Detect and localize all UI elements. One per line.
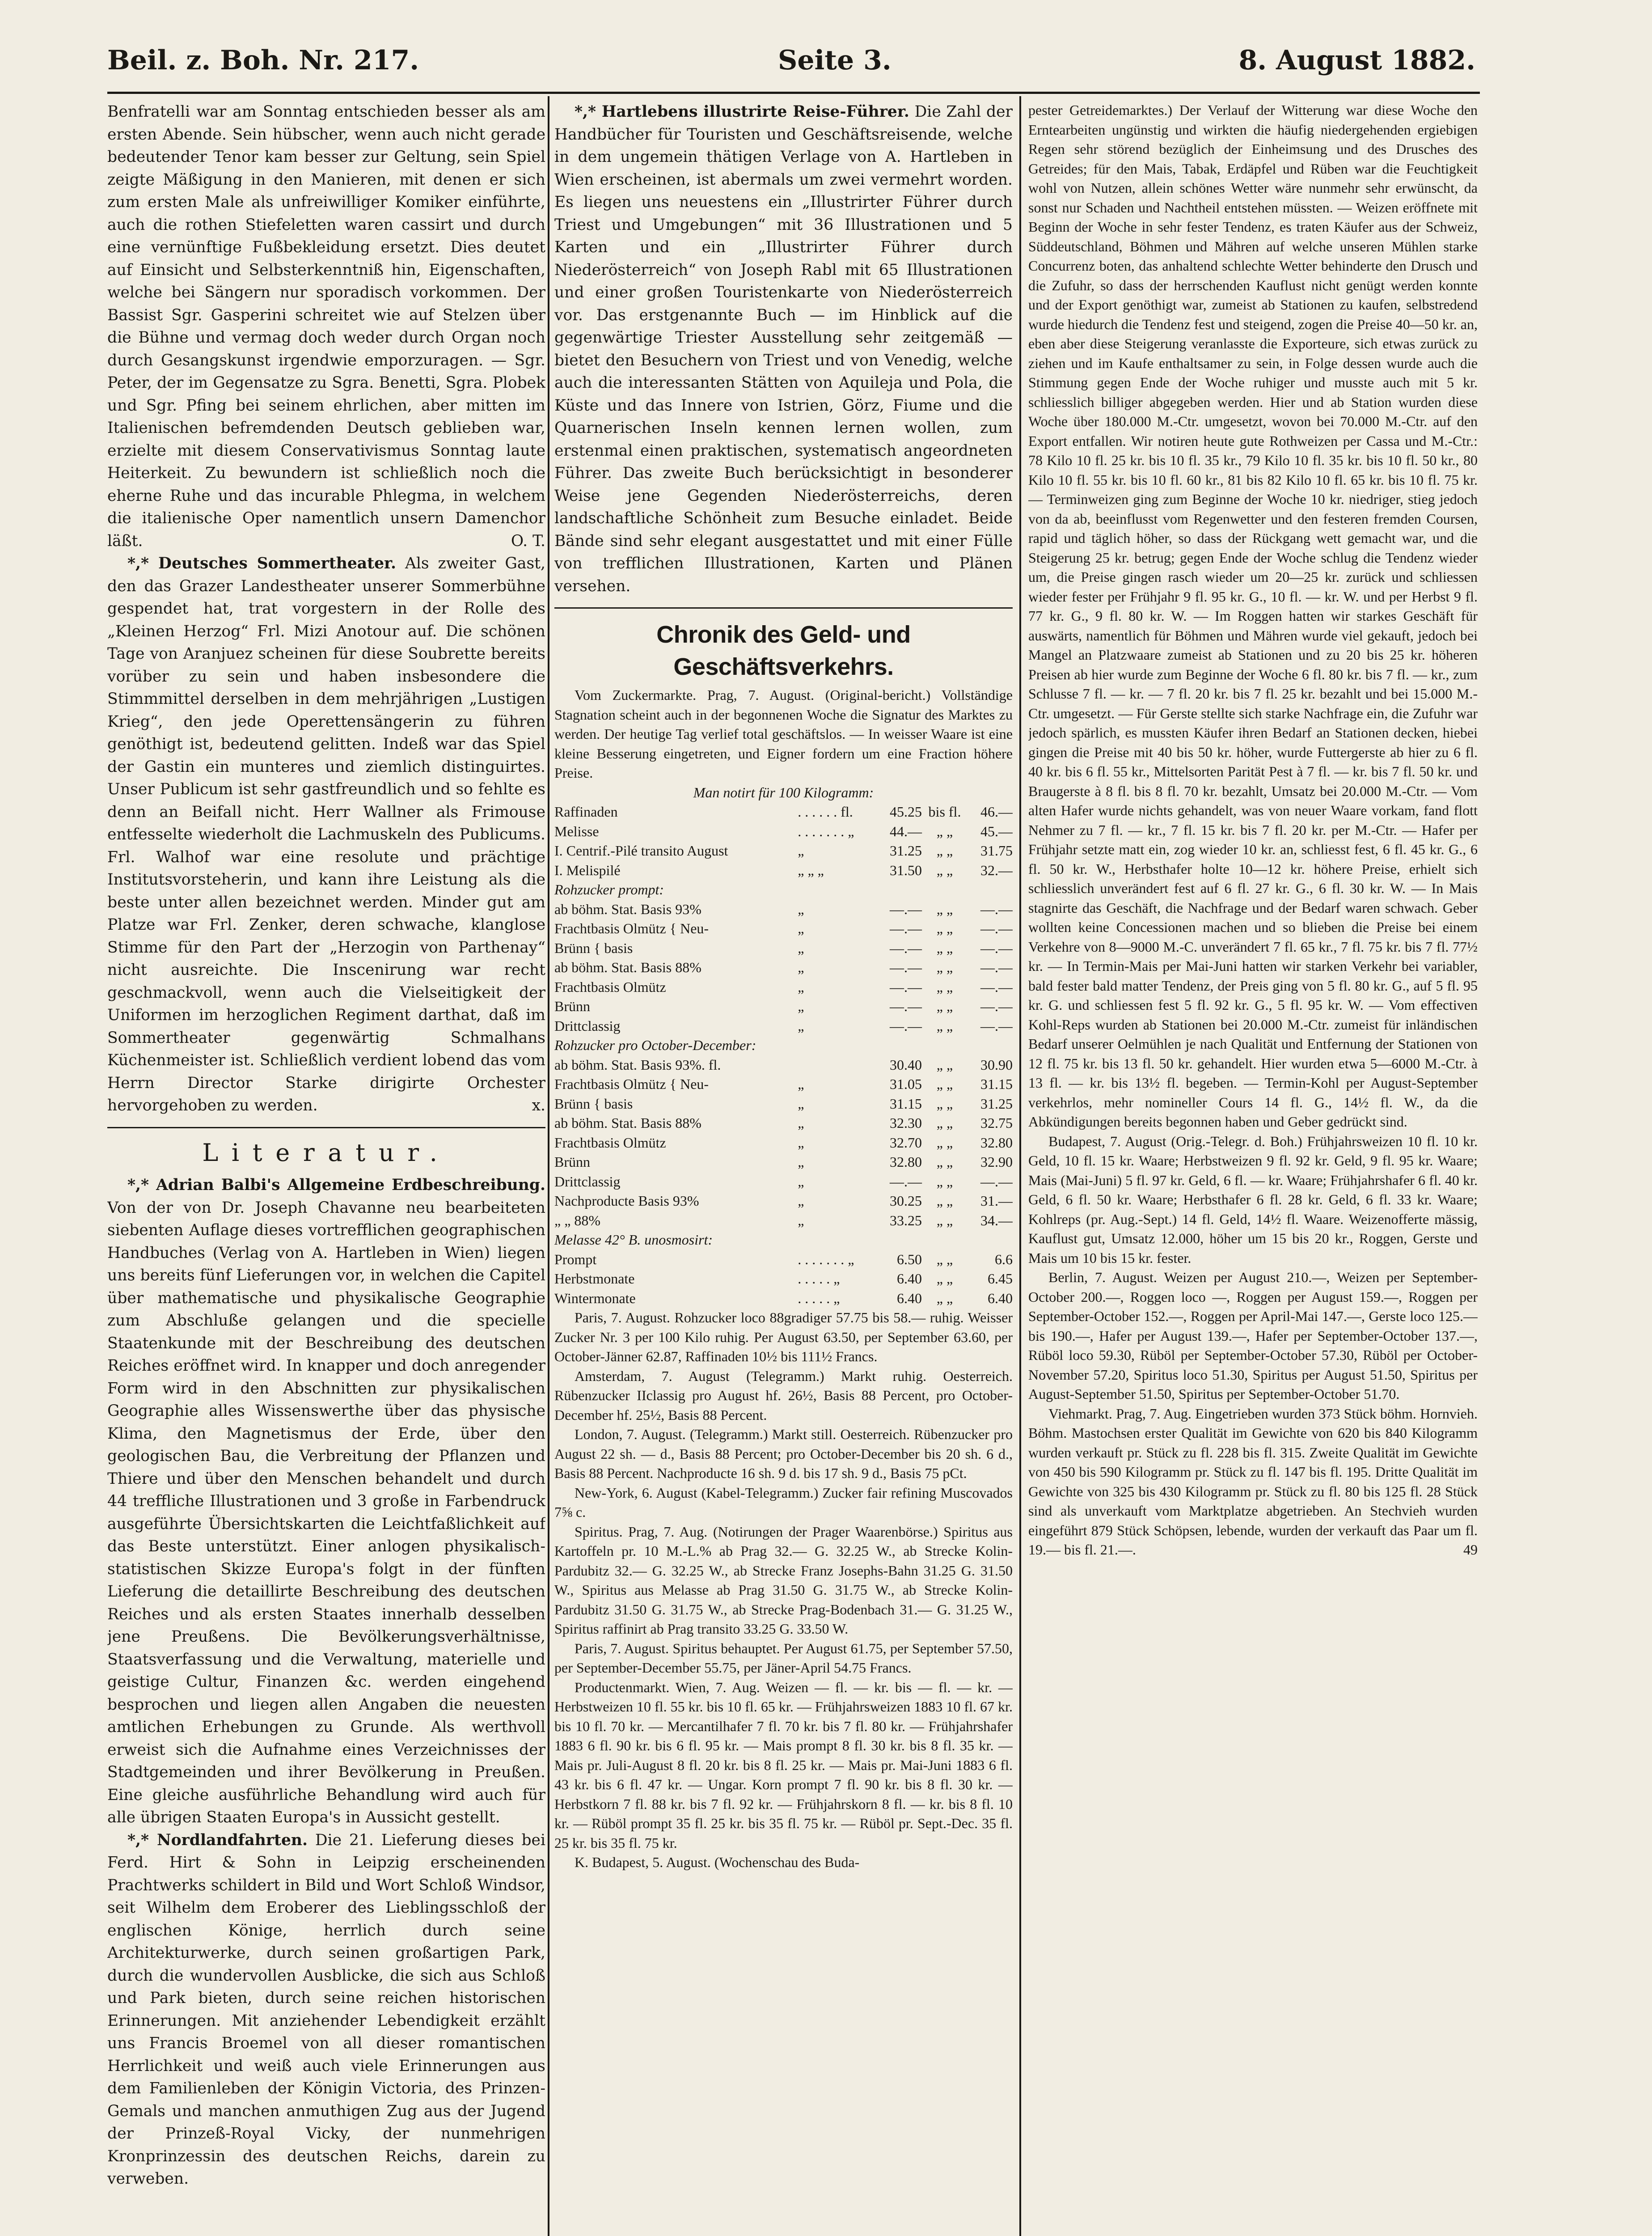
price-sep: „ „ <box>936 1193 953 1209</box>
price-name: Frachtbasis Olmütz <box>554 978 666 995</box>
header-page-number: Seite 3. <box>778 45 891 76</box>
price-from: 33.25 <box>889 1212 922 1228</box>
price-name: I. Melispilé <box>554 862 621 878</box>
price-to: 32.— <box>980 862 1013 878</box>
price-sep: „ „ <box>936 920 953 936</box>
price-from: 31.50 <box>889 862 922 878</box>
price-subheading: Rohzucker pro October-December: <box>554 1037 756 1053</box>
price-to: 31.— <box>980 1193 1013 1209</box>
price-name: I. Centrif.-Pilé transito August <box>554 843 728 859</box>
price-unit: „ <box>798 1134 804 1151</box>
price-name: Prompt <box>554 1251 597 1267</box>
price-sep: „ „ <box>936 862 953 878</box>
price-unit: „ <box>798 998 804 1014</box>
price-row <box>554 880 1013 900</box>
price-name: Brünn <box>554 998 590 1014</box>
price-to: 32.90 <box>980 1154 1013 1170</box>
price-from: —.— <box>889 1173 922 1190</box>
price-unit: . . . . . . fl. <box>798 804 853 820</box>
divider <box>554 607 1013 609</box>
price-unit: „ <box>798 978 804 995</box>
price-name: ab böhm. Stat. Basis 93%. fl. <box>554 1056 721 1073</box>
price-row <box>554 1250 1013 1270</box>
price-row <box>554 1269 1013 1289</box>
price-name: Frachtbasis Olmütz { Neu- <box>554 1076 709 1092</box>
price-name: Herbstmonate <box>554 1270 635 1287</box>
price-sep: „ „ <box>936 978 953 995</box>
price-row <box>554 861 1013 881</box>
price-sep: „ „ <box>936 940 953 956</box>
price-sep: „ „ <box>936 1290 953 1306</box>
header-issue: Beil. z. Boh. Nr. 217. <box>107 45 419 76</box>
price-row <box>554 1211 1013 1231</box>
signature: O. T. <box>511 532 545 550</box>
report-viehmarkt: Viehmarkt. Prag, 7. Aug. Eingetrieben wurden 373 Stück böhm. Hornvieh. Böhm. Mastochsen erster Qualität im Gewichte von 620 bis 840 Kilogramm wurden verkauft pr. Stück zu fl. 228 bis fl. 315. Zweite Qualität im Gewichte von 450 bis 590 Kilogramm pr. Stück zu fl. 147 bis fl. 195. Dritte Qualität im Gewichte von 325 bis 430 Kilogramm pr. Stück zu fl. 80 bis 125 fl. 28 Stück sind als unverkauft vom Marktplatze abgetrieben. An Stechvieh wurden eingeführt 879 Stück Schöpsen, lebende, wurden der verkauft das Paar um fl. 19.— bis fl. 21.—. 49 <box>1028 1404 1478 1560</box>
price-to: 32.75 <box>980 1115 1013 1131</box>
price-sep: „ „ <box>936 1212 953 1228</box>
price-from: 32.70 <box>889 1134 922 1151</box>
price-from: —.— <box>889 901 922 917</box>
price-name: Frachtbasis Olmütz { Neu- <box>554 920 709 936</box>
price-name: Raffinaden <box>554 804 618 820</box>
price-from: —.— <box>889 940 922 956</box>
price-sep: „ „ <box>936 1056 953 1073</box>
price-unit: „ <box>798 959 804 975</box>
article-title: *,* Deutsches Sommertheater. <box>127 555 397 572</box>
price-row <box>554 919 1013 939</box>
price-sep: „ „ <box>936 1173 953 1190</box>
price-name: Brünn <box>554 1154 590 1170</box>
price-row <box>554 802 1013 822</box>
price-row <box>554 1172 1013 1192</box>
price-name: ab böhm. Stat. Basis 93% <box>554 901 701 917</box>
price-sep: „ „ <box>936 959 953 975</box>
price-unit: „ <box>798 901 804 917</box>
price-to: 31.15 <box>980 1076 1013 1092</box>
column-2 <box>554 101 1013 1872</box>
price-name: ab böhm. Stat. Basis 88% <box>554 1115 701 1131</box>
price-unit: . . . . . . . „ <box>798 1251 854 1267</box>
price-row <box>554 900 1013 919</box>
price-from: —.— <box>889 998 922 1014</box>
price-row <box>554 1133 1013 1153</box>
price-name: Drittclassig <box>554 1173 621 1190</box>
price-unit: „ <box>798 1076 804 1092</box>
price-row <box>554 978 1013 997</box>
price-row <box>554 1152 1013 1172</box>
price-from: 31.15 <box>889 1095 922 1112</box>
price-sep: „ „ <box>936 1154 953 1170</box>
price-to: —.— <box>980 959 1013 975</box>
price-row <box>554 841 1013 861</box>
article-title: *,* Hartlebens illustrirte Reise-Führer. <box>575 103 909 121</box>
price-name: ab böhm. Stat. Basis 88% <box>554 959 701 975</box>
price-sep: „ „ <box>936 1134 953 1151</box>
price-row <box>554 1016 1013 1036</box>
price-to: 6.45 <box>988 1270 1013 1287</box>
price-from: 6.50 <box>896 1251 922 1267</box>
section-heading-literatur: Literatur. <box>202 1138 451 1167</box>
price-to: 45.— <box>980 823 1013 839</box>
price-to: 30.90 <box>980 1056 1013 1073</box>
price-from: —.— <box>889 1017 922 1034</box>
price-from: 30.25 <box>889 1193 922 1209</box>
article-reisefuehrer: *,* Hartlebens illustrirte Reise-Führer. Die Zahl der Handbücher für Touristen und Geschäftsreisende, welche in dem ungemein thätigen Verlage von A. Hartleben in Wien erscheinen, ist abermals um zwei vermehrt worden. Es liegen uns neuestens ein „Illustrirter Führer durch Triest und Umgebungen“ mit 36 Illustrationen und 5 Karten und ein „Illustrirter Führer durch Niederösterreich“ von Joseph Rabl mit 65 Illustrationen und einer großen Touristenkarte von Niederösterreich vor. Das erstgenannte Buch — im Hinblick auf die gegenwärtige Triester Ausstellung sehr zeitgemäß — bietet den Besuchern von Triest und von Venedig, welche auch die interessanten Stätten von Aquileja und Pola, die Küste und das Innere von Istrien, Görz, Fiume und die Quarnerischen Inseln kennen lernen wollen, zum erstenmal einen praktischen, systematisch angeordneten Führer. Das zweite Buch berücksichtigt in besonderer Weise jene Gegenden Niederösterreichs, deren landschaftliche Schönheit zum Besuche einladet. Beide Bände sind sehr elegant ausgestattet und mit einer Fülle von trefflichen Illustrationen, Karten und Plänen versehen. <box>554 103 1013 595</box>
article-sommertheater: *,* Deutsches Sommertheater. Als zweiter Gast, den das Grazer Landestheater unserer Sommerbühne gespendet hat, trat vorgestern in der Rolle des „Kleinen Herzog“ Frl. Mizi Anotour auf. Die schönen Tage von Aranjuez scheinen für diese Soubrette bereits vorüber zu sein und haben insbesondere die Stimmmittel derselben in dem mehrjährigen „Lustigen Krieg“, den jede Operettensängerin zu führen genöthigt ist, bedeutend gelitten. Indeß war das Spiel der Gastin ein munteres und ziemlich distinguirtes. Unser Publicum ist sehr gastfreundlich und so fehlte es denn an Beifall nicht. Herr Wallner als Frimouse entfesselte wiederholt die Lachmuskeln des Publicums. Frl. Walhof war eine resolute und prächtige Institutsvorsteherin, und kann ihre Leistung als die beste unter allen bezeichnet werden. Minder gut am Platze war Frl. Zenker, deren schwache, klanglose Stimme für den Part der „Herzogin von Parthenay“ nicht ausreichte. Die Inscenirung war recht geschmackvoll, wenn auch die Vielseitigkeit der Uniformen im herzoglichen Regiment darthat, daß im Sommertheater gegenwärtig Schmalhans Küchenmeister ist. Schließlich verdient lobend das vom Herrn Director Starke dirigirte Orchester hervorgehoben zu werden. x. <box>107 552 545 1117</box>
price-sep: „ „ <box>936 1270 953 1287</box>
price-sep: „ „ <box>936 1017 953 1034</box>
price-unit: „ <box>798 1212 804 1228</box>
report-budapest-telegram: Budapest, 7. August (Orig.-Telegr. d. Boh.) Frühjahrsweizen 10 fl. 10 kr. Geld, 10 fl. 15 kr. Waare; Herbstweizen 9 fl. 92 kr. Geld, 9 fl. 95 kr. Waare; Mais (Mai-Juni) 5 fl. 97 kr. Geld, 6 fl. — kr. Waare; Frühjahrshafer 6 fl. 40 kr. Geld, 6 fl. 50 kr. Waare; Herbsthafer 6 fl. 28 kr. Geld, 6 fl. 33 kr. Waare; Kohlreps (pr. Aug.-Sept.) 14 fl. Geld, 14½ fl. Waare. Weizenofferte mässig, Kauflust gut, Umsatz 12.000, höher um 15 bis 20 kr., Roggen, Gerste und Mais um 10 bis 15 kr. fester. <box>1028 1133 1478 1266</box>
price-to: —.— <box>980 978 1013 995</box>
price-row <box>554 1289 1013 1309</box>
report-paris-spiritus: Paris, 7. August. Spiritus behauptet. Per August 61.75, per September 57.50, per September-December 55.75, per Jäner-April 54.75 Francs. <box>554 1640 1013 1676</box>
article-benfratelli: Benfratelli war am Sonntag entschieden besser als am ersten Abende. Sein hübscher, wenn auch nicht gerade bedeutender Tenor kam besser zur Geltung, sein Spiel zeigte Mäßigung in den Manieren, mit denen er sich zum ersten Male als unfreiwilliger Komiker einführte, auch die rothen Stiefeletten waren cassirt und durch eine vernünftige Fußbekleidung ersetzt. Dies deutet auf Einsicht und Selbsterkenntniß hin, Eigenschaften, welche bei Sängern nur sporadisch vorkommen. Der Bassist Sgr. Gasperini schreitet wie auf Stelzen über die Bühne und vermag doch weder durch Organ noch durch Gesangskunst irgendwie emporzuragen. — Sgr. Peter, der im Gegensatze zu Sgra. Benetti, Sgra. Plobek und Sgr. Pfing bei seinem ehrlichen, aber mitten im Italienischen befremdenden Deutsch geblieben war, erzielte mit diesem Conservativismus Sonntag laute Heiterkeit. Zu bewundern ist schließlich noch die eherne Ruhe und das incurable Phlegma, in welchem die italienische Oper namentlich unsern Damenchor läßt. O. T. <box>107 101 545 552</box>
price-unit: . . . . . „ <box>798 1290 840 1306</box>
price-to: —.— <box>980 1173 1013 1190</box>
price-name: Nachproducte Basis 93% <box>554 1193 699 1209</box>
section-heading-chronik: Chronik des Geld- und Geschäftsverkehrs. <box>656 621 911 680</box>
signature: x. <box>532 1097 545 1114</box>
price-row <box>554 822 1013 842</box>
price-from: 32.30 <box>889 1115 922 1131</box>
price-to: 31.75 <box>980 843 1013 859</box>
price-name: Brünn { basis <box>554 1095 633 1112</box>
report-spiritus: Spiritus. Prag, 7. Aug. (Notirungen der Prager Waarenbörse.) Spiritus aus Kartoffeln pr. 10 M.-L.% ab Prag 32.— G. 32.25 W., ab Strecke Kolin-Pardubitz 32.— G. 32.25 W., ab Strecke Franz Josephs-Bahn 31.25 G. 31.50 W., Spiritus aus Melasse ab Prag 31.50 G. 31.75 W., ab Strecke Kolin-Pardubitz 31.50 G. 31.75 W., ab Strecke Prag-Bodenbach 31.— G. 31.25 W., Spiritus raffinirt ab Prag transito 33.25 G. 33.50 W. <box>554 1523 1013 1637</box>
report-london: London, 7. August. (Telegramm.) Markt still. Oesterreich. Rübenzucker pro August 22 sh. — d., Basis 88 Percent; pro October-December bis 20 sh. 6 d., Basis 88 Percent. Nachproducte 16 sh. 9 d. bis 17 sh. 9 d., Basis 75 pCt. <box>554 1426 1013 1481</box>
price-sep: „ „ <box>936 901 953 917</box>
price-to: —.— <box>980 901 1013 917</box>
price-name: Wintermonate <box>554 1290 636 1306</box>
price-from: 6.40 <box>896 1270 922 1287</box>
sugar-price-table <box>554 802 1013 1308</box>
price-table-caption: Man notirt für 100 Kilogramm: <box>693 784 874 800</box>
price-from: 45.25 <box>889 804 922 820</box>
price-row <box>554 958 1013 978</box>
price-unit: „ <box>798 1017 804 1034</box>
price-unit <box>798 1055 877 1075</box>
price-to: —.— <box>980 1017 1013 1034</box>
price-subheading: Rohzucker prompt: <box>554 881 664 898</box>
price-name: Frachtbasis Olmütz <box>554 1134 666 1151</box>
price-to: —.— <box>980 940 1013 956</box>
price-from: —.— <box>889 920 922 936</box>
price-to: —.— <box>980 998 1013 1014</box>
price-from: 6.40 <box>896 1290 922 1306</box>
price-unit: „ <box>798 1154 804 1170</box>
price-name: Drittclassig <box>554 1017 621 1034</box>
price-unit: . . . . . . . „ <box>798 823 854 839</box>
price-from: —.— <box>889 959 922 975</box>
price-unit: „ <box>798 1095 804 1112</box>
price-row <box>554 1191 1013 1211</box>
price-row <box>554 1036 1013 1055</box>
report-budapest-weekly: pester Getreidemarktes.) Der Verlauf der Witterung war diese Woche den Erntearbeiten ungünstig und wirkten die häufig niedergehenden ergiebigen Regen sehr störend bezüglich der Einheimsung und des Drusches des Getreides; für den Mais, Tabak, Erdäpfel und Rüben war die Feuchtigkeit wohl von Nutzen, allein schönes Wetter wäre nunmehr sehr erwünscht, da sonst nur Schaden und Nachtheil entstehen müssten. — Weizen eröffnete mit Beginn der Woche in sehr fester Tendenz, es traten Käufer aus der Schweiz, Süddeutschland, Böhmen und Mähren auf welche unseren Mühlen starke Concurrenz boten, das anhaltend schlechte Wetter behinderte den Drusch und die Zufuhr, so dass der herrschenden Kauflust nicht genügt werden konnte und der Export genöthigt war, zumeist ab Stationen zu kaufen, selbstredend wurde hiedurch die Tendenz fest und steigend, zogen die Preise 40—50 kr. an, eben aber diese Steigerung veranlasste die Exporteure, sich etwas zurück zu ziehen und im Kaufe enthaltsamer zu sein, in Folge dessen wurde auch die Stimmung gegen Ende der Woche ruhiger und musste auch mit 5 kr. schliesslich billiger abgegeben werden. Hier und ab Station wurden diese Woche über 180.000 M.-Ctr. umgesetzt, wovon bei 70.000 M.-Ctr. auf den Export entfallen. Wir notiren heute gute Rothweizen per Cassa und M.-Ctr.: 78 Kilo 10 fl. 25 kr. bis 10 fl. 35 kr., 79 Kilo 10 fl. 35 kr. bis 10 fl. 50 kr., 80 Kilo 10 fl. 55 kr. bis 10 fl. 60 kr., 81 bis 82 Kilo 10 fl. 65 kr. bis 10 fl. 75 kr. — Terminweizen ging zum Beginne der Woche 10 kr. niedriger, stieg jedoch von da ab, beeinflusst vom Regenwetter und den festeren fremden Coursen, rapid und täglich höher, so dass der Rückgang wett gemacht war, und die Steigerung 25 kr. betrug; gegen Ende der Woche schlug die Tendenz wieder um, die Preise gingen rasch wieder um 20—25 kr. zurück und schliessen wieder fester per Frühjahr 9 fl. 95 kr. G., 10 fl. — kr. W. und per Herbst 9 fl. 77 kr. G., 9 fl. 80 kr. W. — Im Roggen hatten wir starkes Geschäft für auswärts, namentlich für Böhmen und Mähren wurde viel gekauft, jedoch bei Mangel an Platzwaare zumeist ab Stationen und zu 20 bis 25 kr. höheren Preisen ab hier wurde zum Beginne der Woche 6 fl. 80 kr. bis 7 fl. — kr., zum Schlusse 7 fl. — kr. — 7 fl. 20 kr. bis 7 fl. 25 kr. bezahlt und bei 15.000 M.-Ctr. umgesetzt. — Für Gerste stellte sich starke Nachfrage ein, die Zufuhr war jedoch spärlich, es mussten Käufer ihren Bedarf an Stationen decken, hiebei gingen die Preise mit 40 bis 50 kr. höher, wurde Futtergerste ab hier zu 6 fl. 40 kr. bis 6 fl. 55 kr., Mittelsorten Parität Pest à 7 fl. — kr. bis 7 fl. 50 kr. und Braugerste à 8 fl. bis 8 fl. 70 kr. bezahlt, Umsatz bei 20.000 M.-Ctr. — Vom alten Hafer wurde nichts gehandelt, was von neuer Waare vorkam, fand flott Nehmer zu 7 fl. — kr., 7 fl. 15 kr. bis 7 fl. 20 kr. per M.-Ctr. — Hafer per Frühjahr setzte matt ein, zog wieder 10 kr. an, schliesst fest, 6 fl. 45 kr. G., 6 fl. 50 kr. W., Herbsthafer holte 10—12 kr. höhere Preise, erhielt sich schliesslich unverändert fest auf 6 fl. 27 kr. G., 6 fl. 30 kr. W. — In Mais stagnirte das Geschäft, die Nachfrage und der Bedarf waren schwach. Geber wollten keine Concessionen machen und so blieben die Preise bei einem Verkehre von 8—9000 M.-C. unverändert 7 fl. 65 kr., 7 fl. 75 kr. bis 7 fl. 77½ kr. — In Termin-Mais per Mai-Juni hatten wir starken Verkehr bei variabler, bald fester bald matter Tendenz, der Preis ging von 5 fl. 80 kr. G., auf 5 fl. 95 kr. G. und schliessen fest 5 fl. 92 kr. G., 5 fl. 95 kr. W. — Vom effectiven Kohl-Reps wurden ab Stationen bei 20.000 M.-Ctr. zumeist für inländischen Bedarf unserer Oelmühlen je nach Qualität und Entfernung der Stationen von 12 fl. 75 kr. bis 13 fl. 50 kr. gehandelt. Hier wurden etwa 5—6000 M.-Ctr. à 13 fl. — kr. bis 13½ fl. begeben. — Termin-Kohl per August-September verkehrlos, mehr nomineller Cours 14 fl. G., 14½ fl. W., da die Abkündigungen bereits begonnen haben und Geber gedrückt sind. <box>1028 102 1478 1130</box>
price-name: Brünn { basis <box>554 940 633 956</box>
page-header <box>107 36 1475 80</box>
report-newyork: New-York, 6. August (Kabel-Telegramm.) Zucker fair refining Muscovados 7⅝ c. <box>554 1484 1013 1520</box>
price-to: —.— <box>980 920 1013 936</box>
price-row <box>554 1114 1013 1133</box>
report-berlin: Berlin, 7. August. Weizen per August 210.—, Weizen per September-October 200.—, Roggen loco —, Roggen per August 159.—, Roggen per September-October 152.—, Roggen per April-Mai 147.—, Gerste loco 125.— bis 190.—, Hafer per August 139.—, Hafer per September-October 137.—, Rüböl loco 59.30, Rüböl per September-October 57.30, Rüböl per October-November 57.20, Spiritus loco 51.30, Spiritus per August 51.50, Spiritus per August-September 51.50, Spiritus per September-October 51.70. <box>1028 1269 1478 1402</box>
price-to: 31.25 <box>980 1095 1013 1112</box>
price-sep: „ „ <box>936 843 953 859</box>
header-date: 8. August 1882. <box>1238 45 1475 76</box>
column-1 <box>107 101 545 2190</box>
column-rule-1 <box>548 96 549 2236</box>
price-unit: . . . . . „ <box>798 1270 840 1287</box>
article-balbi: *,* Adrian Balbi's Allgemeine Erdbeschreibung. Von der von Dr. Joseph Chavanne neu bearbeiteten siebenten Auflage dieses vortrefflichen geographischen Handbuches (Verlag von A. Hartleben in Wien) liegen uns bereits fünf Lieferungen vor, in welchen die Capitel über mathematische und physikalische Geographie zum Abschluße gelangen und die specielle Staatenkunde mit der Beschreibung des deutschen Reiches eröffnet wird. In knapper und doch anregender Form wird in den Abschnitten zur physikalischen Geographie alles Wissenswerthe über das physische Klima, den Magnetismus der Erde, über den geologischen Bau, die Verbreitung der Pflanzen und Thiere und über den Menschen behandelt und durch 44 treffliche Illustrationen und 3 große in Farbendruck ausgeführte Übersichtskarten die Leichtfaßlichkeit auf das Beste unterstützt. Einer anlogen physikalisch-statistischen Skizze Europa's folgt in der fünften Lieferung die detaillirte Beschreibung des deutschen Reiches und als ersten Staates innerhalb desselben jene Preußens. Die Bevölkerungsverhältnisse, Staatsverfassung und die Verwaltung, materielle und geistige Cultur, Finanzen &c. werden eingehend besprochen und liegen allen Angaben die neuesten amtlichen Erhebungen zu Grunde. Als werthvoll erweist sich die Aufnahme eines Verzeichnisses der Stadtgemeinden und ihrer Bevölkerung in Preußen. Eine gleiche ausführliche Behandlung wird auch für alle übrigen Staaten Europa's in Aussicht gestellt. <box>107 1176 545 1826</box>
price-row <box>554 1075 1013 1094</box>
price-from: —.— <box>889 978 922 995</box>
price-from: 44.— <box>889 823 922 839</box>
page-footer-number: 49 <box>1463 1541 1478 1558</box>
price-from: 32.80 <box>889 1154 922 1170</box>
price-from: 31.05 <box>889 1076 922 1092</box>
price-unit: „ „ „ <box>798 862 824 878</box>
price-row <box>554 997 1013 1016</box>
header-rule <box>107 92 1480 94</box>
price-row <box>554 939 1013 958</box>
column-rule-2 <box>1019 96 1021 2236</box>
price-row <box>554 1094 1013 1114</box>
price-to: 34.— <box>980 1212 1013 1228</box>
article-nordlandfahrten: *,* Nordlandfahrten. Die 21. Lieferung dieses bei Ferd. Hirt & Sohn in Leipzig erscheinenden Prachtwerks schildert in Bild und Wort Schloß Windsor, seit Wilhelm dem Eroberer des Lieblingsschloß der englischen Könige, herrlich durch seine Architekturwerke, durch seinen großartigen Park, durch die wundervollen Ausblicke, die sich aus Schloß und Park bieten, durch seine reichen historischen Erinnerungen. Mit anziehender Lebendigkeit erzählt uns Francis Broemel von all dieser romantischen Herrlichkeit und weiß auch viele Erinnerungen aus dem Familienleben der Königin Victoria, des Prinzen-Gemals und manchen anmuthigen Zug aus der Jugend der Prinzeß-Royal Vicky, der nunmehrigen Kronprinzessin des deutschen Reichs, darein zu verweben. <box>107 1831 545 2188</box>
report-productenmarkt: Productenmarkt. Wien, 7. Aug. Weizen — fl. — kr. bis — fl. — kr. — Herbstweizen 10 fl. 55 kr. bis 10 fl. 65 kr. — Frühjahrsweizen 1883 10 fl. 67 kr. bis 10 fl. 70 kr. — Mercantilhafer 7 fl. 70 kr. bis 7 fl. 80 kr. — Frühjahrshafer 1883 6 fl. 90 kr. bis 6 fl. 95 kr. — Mais prompt 8 fl. 30 kr. bis 8 fl. 35 kr. — Mais pr. Juli-August 8 fl. 20 kr. bis 8 fl. 25 kr. — Mais pr. Mai-Juni 1883 6 fl. 43 kr. bis 6 fl. 47 kr. — Ungar. Korn prompt 7 fl. 90 kr. bis 8 fl. 30 kr. — Herbstkorn 7 fl. 88 kr. bis 7 fl. 92 kr. — Frühjahrskorn 8 fl. — kr. bis 8 fl. 10 kr. — Rüböl prompt 35 fl. 25 kr. bis 35 fl. 75 kr. — Rüböl pr. Sept.-Dec. 35 fl. 25 kr. bis 35 fl. 75 kr. <box>554 1679 1013 1851</box>
price-sep: „ „ <box>936 1095 953 1112</box>
price-name: Melisse <box>554 823 599 839</box>
price-to: 6.6 <box>995 1251 1013 1267</box>
article-title: *,* Adrian Balbi's Allgemeine Erdbeschreibung. <box>127 1176 545 1194</box>
divider <box>107 1127 545 1128</box>
price-row <box>554 1055 1013 1075</box>
price-unit: „ <box>798 940 804 956</box>
column-3 <box>1028 101 1478 1560</box>
report-amsterdam: Amsterdam, 7. August (Telegramm.) Markt ruhig. Oesterreich. Rübenzucker IIclassig pro August hf. 26½, Basis 88 Percent, pro October-December hf. 25½, Basis 88 Percent. <box>554 1368 1013 1423</box>
price-to: 46.— <box>980 804 1013 820</box>
price-sep: „ „ <box>936 1251 953 1267</box>
price-subheading: Melasse 42° B. unosmosirt: <box>554 1232 713 1248</box>
price-from: 31.25 <box>889 843 922 859</box>
price-unit: „ <box>798 843 804 859</box>
price-row <box>554 1230 1013 1250</box>
price-sep: bis fl. <box>928 804 961 820</box>
report-paris: Paris, 7. August. Rohzucker loco 88gradiger 57.75 bis 58.— ruhig. Weisser Zucker Nr. 3 per 100 Kilo ruhig. Per August 63.50, per September 63.60, per October-Jänner 62.87, Raffinaden 10½ bis 111½ Francs. <box>554 1309 1013 1364</box>
price-unit: „ <box>798 1115 804 1131</box>
report-budapest-start: K. Budapest, 5. August. (Wochenschau des Buda- <box>575 1854 860 1870</box>
price-from: 30.40 <box>889 1056 922 1073</box>
price-name: „ „ 88% <box>554 1212 601 1228</box>
article-title: *,* Nordlandfahrten. <box>127 1831 308 1849</box>
price-unit: „ <box>798 920 804 936</box>
price-unit: „ <box>798 1193 804 1209</box>
price-sep: „ „ <box>936 823 953 839</box>
price-sep: „ „ <box>936 1115 953 1131</box>
price-to: 32.80 <box>980 1134 1013 1151</box>
price-sep: „ „ <box>936 1076 953 1092</box>
zuckermarkt-intro: Vom Zuckermarkte. Prag, 7. August. (Original-bericht.) Vollständige Stagnation scheint auch in der begonnenen Woche die Signatur des Marktes zu werden. Der heutige Tag verlief total geschäftslos. — In weisser Waare ist eine kleine Besserung eingetreten, und Eigner fordern um eine Fraction höhere Preise. <box>554 687 1013 781</box>
price-sep: „ „ <box>936 998 953 1014</box>
price-unit: „ <box>798 1173 804 1190</box>
price-to: 6.40 <box>988 1290 1013 1306</box>
